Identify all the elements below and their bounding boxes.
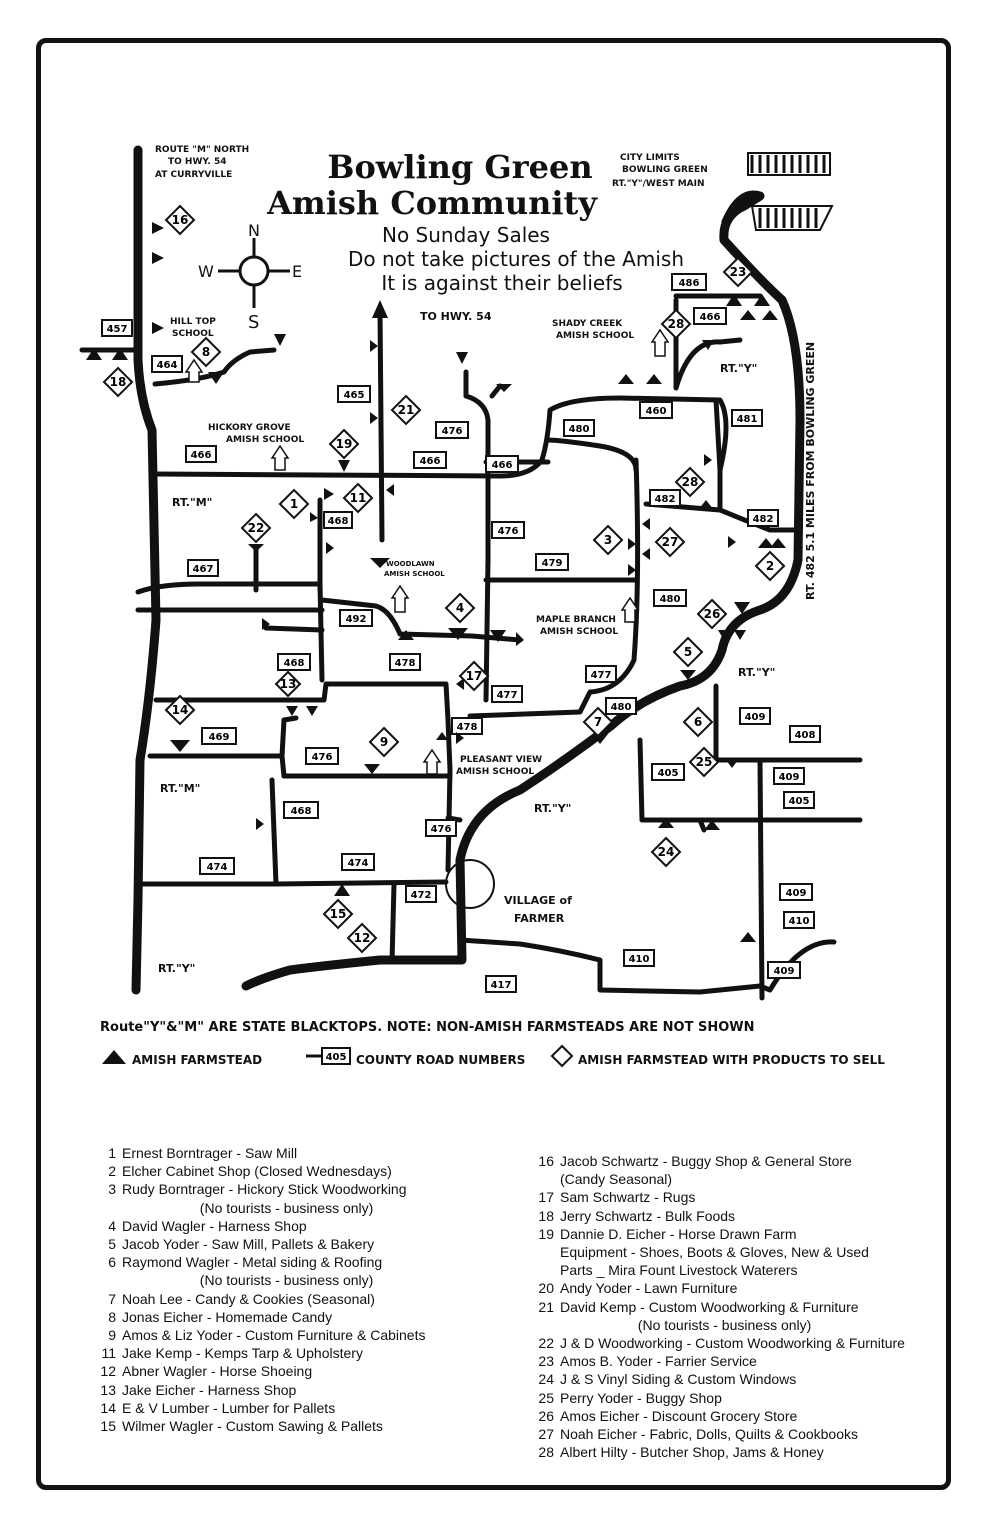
road-number-466 [414, 452, 446, 468]
road-number-text: 480 [659, 594, 681, 605]
road-number-468 [278, 654, 310, 670]
compass-w: W [198, 262, 214, 281]
listing-number: 14 [100, 1399, 116, 1416]
listing-text: Wilmer Wagler - Custom Sawing & Pallets [122, 1418, 383, 1435]
listing-text: Jacob Schwartz - Buggy Shop & General Store (Candy Seasonal) [560, 1153, 852, 1188]
farm-number: 2 [765, 559, 775, 573]
rt482-note: RT. 482 5.1 MILES FROM BOWLING GREEN [804, 341, 817, 600]
road-number-410 [784, 912, 814, 928]
road-number-text: 460 [645, 406, 667, 417]
farm-number: 27 [661, 535, 679, 549]
listing-number: 21 [538, 1298, 554, 1315]
road-number-text: 405 [788, 796, 810, 807]
school-woodlawn [384, 560, 445, 612]
road-number-476 [436, 422, 468, 438]
listing-text: Albert Hilty - Butcher Shop, Jams & Honey [560, 1444, 824, 1461]
listing-item [80, 1217, 490, 1235]
road-number-477 [492, 686, 522, 702]
listing-number: 27 [538, 1426, 554, 1443]
road-number-476 [426, 820, 456, 836]
road-number-479 [536, 554, 568, 570]
listing-number: 18 [538, 1207, 554, 1224]
road-number-text: 457 [106, 324, 128, 335]
map-title-line2: Amish Community [267, 184, 597, 222]
road-number-text: 468 [283, 658, 305, 669]
farm-number: 9 [379, 735, 389, 749]
listing-number: 19 [538, 1225, 554, 1242]
listing-number: 26 [538, 1407, 554, 1424]
road-number-465 [338, 386, 370, 402]
farm-marker-21 [242, 514, 270, 542]
listing-item [520, 1389, 960, 1407]
road-number-text: 468 [290, 806, 312, 817]
compass-s: S [248, 312, 260, 333]
listing-number: 12 [100, 1363, 116, 1380]
listing-text: Raymond Wagler - Metal siding & Roofing (No tourists - business only) [122, 1254, 383, 1289]
footnote: Route"Y"&"M" ARE STATE BLACKTOPS. NOTE: NON-AMISH FARMSTEADS ARE NOT SHOWN [100, 1020, 755, 1035]
farm-number: 17 [465, 669, 483, 683]
listing-text: Ernest Borntrager - Saw Mill [122, 1145, 298, 1161]
road-number-text: 492 [345, 614, 367, 625]
road-number-text: 466 [419, 456, 441, 467]
road-number-405 [784, 792, 814, 808]
farm-marker-1 [280, 490, 308, 518]
listing-number: 23 [538, 1353, 554, 1370]
farm-number: 25 [695, 755, 713, 769]
key-products: AMISH FARMSTEAD WITH PRODUCTS TO SELL [578, 1053, 885, 1067]
listing-number: 11 [101, 1345, 116, 1362]
listing-text: Jerry Schwartz - Bulk Foods [560, 1207, 736, 1224]
farm-marker-16 [166, 206, 194, 234]
farm-number: 4 [455, 601, 465, 615]
road-number-478 [390, 654, 420, 670]
farm-number: 1 [289, 497, 299, 511]
north-arrow-icon [372, 300, 388, 318]
school-hickory-grove [208, 423, 304, 470]
listing-item [80, 1180, 490, 1216]
listing-item [80, 1399, 490, 1417]
road-number-text: 417 [490, 980, 512, 991]
road-number-text: 465 [343, 390, 365, 401]
road-number-text: 476 [441, 426, 463, 437]
road-number-text: 477 [590, 670, 612, 681]
school-maple-branch [536, 598, 638, 637]
road-number-text: 480 [610, 702, 632, 713]
school-name: PLEASANT VIEW [460, 755, 543, 765]
village-line: VILLAGE of [504, 894, 572, 907]
road-number-text: 405 [657, 768, 679, 779]
compass-n: N [248, 221, 260, 240]
listing-number: 9 [108, 1327, 116, 1344]
rt-y-label: RT."Y" [534, 802, 572, 815]
listing-number: 2 [108, 1163, 116, 1180]
farm-number: 5 [683, 645, 693, 659]
listing-number: 22 [538, 1335, 554, 1352]
road-number-text: 474 [347, 858, 369, 869]
farm-number: 7 [593, 715, 603, 729]
road-number-text: 408 [794, 730, 816, 741]
road-number-472 [406, 886, 436, 902]
farm-number: 15 [329, 907, 347, 921]
listing-item [80, 1381, 490, 1399]
route-m-north-note [155, 145, 249, 180]
farm-marker-15 [324, 900, 352, 928]
school-name: AMISH SCHOOL [556, 331, 635, 341]
road-number-text: 466 [699, 312, 721, 323]
farm-marker-4 [446, 594, 474, 622]
road-number-466 [486, 456, 518, 472]
farm-marker-3 [594, 526, 622, 554]
road-number-text: 464 [156, 360, 178, 371]
no-pictures-notice: Do not take pictures of the Amish [348, 247, 684, 271]
listing-item [520, 1352, 960, 1370]
road-number-text: 469 [208, 732, 230, 743]
school-name: SHADY CREEK [552, 319, 623, 329]
listing-item [520, 1279, 960, 1297]
listings-right-column [520, 1152, 960, 1461]
map-key [102, 1046, 885, 1067]
listing-text: Andy Yoder - Lawn Furniture [560, 1280, 738, 1297]
farm-number: 18 [109, 375, 127, 389]
note-line: BOWLING GREEN [622, 165, 708, 175]
listing-text: Rudy Borntrager - Hickory Stick Woodworking (No tourists - business only) [122, 1181, 407, 1216]
school-name: HICKORY GROVE [208, 423, 291, 433]
listing-text: Elcher Cabinet Shop (Closed Wednesdays) [122, 1163, 392, 1180]
farm-number: 11 [349, 491, 367, 505]
road-number-text: 480 [568, 424, 590, 435]
listing-text: J & D Woodworking - Custom Woodworking & Furniture [560, 1335, 905, 1352]
school-name: AMISH SCHOOL [456, 767, 535, 777]
key-road: COUNTY ROAD NUMBERS [356, 1053, 526, 1067]
listing-number: 20 [538, 1280, 554, 1297]
beliefs-notice: It is against their beliefs [381, 271, 623, 295]
listing-text: Amos & Liz Yoder - Custom Furniture & Cabinets [122, 1327, 426, 1344]
farmstead-key-icon [102, 1050, 126, 1064]
map-title-line1: Bowling Green [327, 148, 593, 186]
farm-marker-11 [344, 484, 372, 512]
rt-y-label: RT."Y" [738, 666, 776, 679]
rt-m-label: RT."M" [160, 782, 201, 795]
school-name: SCHOOL [172, 329, 214, 339]
road-number-476 [306, 748, 338, 764]
school-name: AMISH SCHOOL [384, 570, 445, 578]
listing-number: 17 [538, 1189, 554, 1206]
listing-text: Sam Schwartz - Rugs [560, 1189, 696, 1206]
farm-number: 22 [247, 521, 265, 535]
compass-e: E [292, 262, 303, 281]
road-number-482 [748, 510, 778, 526]
road-number-474 [342, 854, 374, 870]
road-number-466 [694, 308, 726, 324]
farm-marker-25 [698, 600, 726, 628]
road-number-text: 466 [190, 450, 212, 461]
farm-number: 3 [603, 533, 613, 547]
road-number-408 [790, 726, 820, 742]
listing-number: 1 [108, 1145, 116, 1161]
road-number-text: 478 [456, 722, 478, 733]
farm-number: 21 [397, 403, 415, 417]
road-number-text: 481 [736, 414, 758, 425]
farm-number: 19 [335, 437, 353, 451]
road-number-text: 409 [744, 712, 766, 723]
school-shady-creek [552, 319, 668, 356]
road-number-text: 409 [785, 888, 807, 899]
listing-item [80, 1344, 490, 1362]
listing-number: 28 [538, 1444, 554, 1461]
listing-number: 25 [538, 1389, 554, 1406]
listing-text: Jonas Eicher - Homemade Candy [122, 1308, 333, 1325]
road-number-478 [452, 718, 482, 734]
farm-number: 6 [693, 715, 703, 729]
road-number-text: 477 [496, 690, 518, 701]
listing-number: 16 [538, 1153, 554, 1169]
listing-text: Jacob Yoder - Saw Mill, Pallets & Bakery [122, 1236, 375, 1253]
road-number-469 [202, 728, 236, 744]
listing-text: J & S Vinyl Siding & Custom Windows [560, 1371, 797, 1388]
listing-number: 24 [538, 1371, 554, 1388]
note-line: RT."Y"/WEST MAIN [612, 179, 705, 189]
to-hwy54-label: TO HWY. 54 [420, 310, 492, 323]
road-number-text: 476 [430, 824, 452, 835]
listing-item [80, 1362, 490, 1380]
farm-marker-8 [192, 338, 220, 366]
listing-text: Noah Eicher - Fabric, Dolls, Quilts & Cookbooks [560, 1426, 858, 1443]
road-number-480 [606, 698, 636, 714]
farm-number: 23 [729, 265, 747, 279]
village-label [504, 894, 572, 925]
road-number-457 [102, 320, 132, 336]
road-number-460 [640, 402, 672, 418]
road-number-476 [492, 522, 524, 538]
farm-marker-19 [330, 430, 358, 458]
listing-number: 4 [108, 1217, 116, 1234]
listing-item [80, 1417, 490, 1435]
listing-item [520, 1407, 960, 1425]
farm-number: 26 [703, 607, 721, 621]
road-number-417 [486, 976, 516, 992]
farm-marker-13 [276, 672, 300, 696]
listing-number: 15 [100, 1418, 116, 1435]
listing-number: 3 [108, 1181, 116, 1198]
road-number-text: 410 [628, 954, 650, 965]
school-name: MAPLE BRANCH [536, 615, 616, 625]
note-line: AT CURRYVILLE [155, 170, 233, 180]
farm-marker-23 [652, 838, 680, 866]
road-number-481 [732, 410, 762, 426]
farm-marker-18 [104, 368, 132, 396]
road-number-410 [624, 950, 654, 966]
listing-item [520, 1152, 960, 1188]
listing-item [80, 1326, 490, 1344]
listing-item [80, 1144, 490, 1162]
listing-text: Abner Wagler - Horse Shoeing [122, 1363, 313, 1380]
road-number-text: 410 [788, 916, 810, 927]
road-number-409 [740, 708, 770, 724]
road-number-486 [672, 274, 706, 290]
village-line: FARMER [514, 912, 565, 925]
listing-number: 13 [100, 1381, 116, 1398]
listing-text: David Kemp - Custom Woodworking & Furniture (No tourists - business only) [560, 1298, 859, 1333]
note-line: ROUTE "M" NORTH [155, 145, 250, 155]
listing-number: 8 [108, 1308, 116, 1325]
road-number-492 [340, 610, 372, 626]
road-number-480 [654, 590, 686, 606]
farm-marker-9 [370, 728, 398, 756]
listing-item [80, 1162, 490, 1180]
road-number-text: 409 [778, 772, 800, 783]
road-number-text: 476 [497, 526, 519, 537]
listing-text: Noah Lee - Candy & Cookies (Seasonal) [122, 1290, 375, 1307]
listing-item [520, 1443, 960, 1461]
farm-number: 24 [657, 845, 675, 859]
listing-text: E & V Lumber - Lumber for Pallets [122, 1399, 336, 1416]
listing-item [520, 1188, 960, 1206]
road-number-text: 476 [311, 752, 333, 763]
listing-text: Perry Yoder - Buggy Shop [560, 1389, 722, 1406]
farm-number: 28 [667, 317, 685, 331]
farm-number: 13 [279, 677, 297, 691]
road-number-text: 474 [206, 862, 228, 873]
road-number-468 [324, 512, 352, 528]
farm-number: 16 [171, 213, 189, 227]
listing-text: Jake Kemp - Kemps Tarp & Upholstery [122, 1345, 363, 1362]
road-number-text: 486 [678, 278, 700, 289]
key-farmstead: AMISH FARMSTEAD [132, 1053, 263, 1067]
rt-y-label: RT."Y" [720, 362, 758, 375]
listing-item [80, 1235, 490, 1253]
farm-marker-28 [662, 310, 690, 338]
listing-text: David Wagler - Harness Shop [122, 1217, 307, 1234]
listing-text: Dannie D. Eicher - Horse Drawn Farm Equipment - Shoes, Boots & Gloves, New & Used Parts _ Mira Fount Livestock Waterers [560, 1225, 869, 1279]
farm-marker-20 [392, 396, 420, 424]
farm-marker-26 [656, 528, 684, 556]
road-number-480 [564, 420, 594, 436]
school-name: AMISH SCHOOL [226, 435, 305, 445]
farm-marker-5 [674, 638, 702, 666]
listing-item [520, 1334, 960, 1352]
road-number-482 [650, 490, 680, 506]
farm-marker-6 [684, 708, 712, 736]
listing-text: Jake Eicher - Harness Shop [122, 1381, 297, 1398]
road-number-text: 482 [654, 494, 676, 505]
school-name: AMISH SCHOOL [540, 627, 619, 637]
city-limits-note [612, 153, 708, 189]
road-number-text: 482 [752, 514, 774, 525]
farm-number: 8 [201, 345, 211, 359]
listings-left-column [80, 1144, 490, 1435]
key-road-sample: 405 [325, 1052, 347, 1063]
road-number-text: 479 [541, 558, 563, 569]
farm-marker-12 [348, 924, 376, 952]
school-name: WOODLAWN [386, 560, 435, 568]
note-line: CITY LIMITS [620, 153, 680, 163]
listing-text: Amos B. Yoder - Farrier Service [560, 1353, 757, 1370]
listing-item [80, 1290, 490, 1308]
farm-marker-2 [756, 552, 784, 580]
road-number-467 [188, 560, 218, 576]
school-name: HILL TOP [170, 317, 216, 327]
listing-item [520, 1298, 960, 1334]
farm-number: 14 [171, 703, 189, 717]
listing-item [520, 1370, 960, 1388]
road-number-text: 468 [327, 516, 349, 527]
road-number-466 [186, 446, 216, 462]
listing-number: 7 [108, 1290, 116, 1307]
diamond-key-icon [552, 1046, 572, 1066]
listing-number: 6 [108, 1254, 116, 1271]
road-number-text: 472 [410, 890, 432, 901]
listing-item [520, 1425, 960, 1443]
listing-text: Amos Eicher - Discount Grocery Store [560, 1407, 798, 1424]
road-number-464 [152, 356, 182, 372]
village-marker [446, 860, 494, 908]
no-sunday-sales: No Sunday Sales [382, 223, 550, 247]
listing-item [520, 1207, 960, 1225]
listing-item [520, 1225, 960, 1280]
road-number-409 [774, 768, 804, 784]
road-number-text: 478 [394, 658, 416, 669]
road-number-409 [780, 884, 812, 900]
road-number-text: 467 [192, 564, 214, 575]
farm-number: 28 [681, 475, 699, 489]
road-number-text: 466 [491, 460, 513, 471]
road-number-405 [652, 764, 684, 780]
road-number-text: 409 [773, 966, 795, 977]
rt-m-label: RT."M" [172, 496, 213, 509]
road-number-474 [200, 858, 234, 874]
listing-item [80, 1308, 490, 1326]
note-line: TO HWY. 54 [168, 157, 227, 167]
listing-item [80, 1253, 490, 1289]
road-number-468 [284, 802, 318, 818]
school-pleasant-view [424, 750, 542, 777]
listing-number: 5 [108, 1236, 116, 1253]
road-number-477 [586, 666, 616, 682]
farm-number: 12 [353, 931, 371, 945]
rt-y-label: RT."Y" [158, 962, 196, 975]
road-number-409 [768, 962, 800, 978]
